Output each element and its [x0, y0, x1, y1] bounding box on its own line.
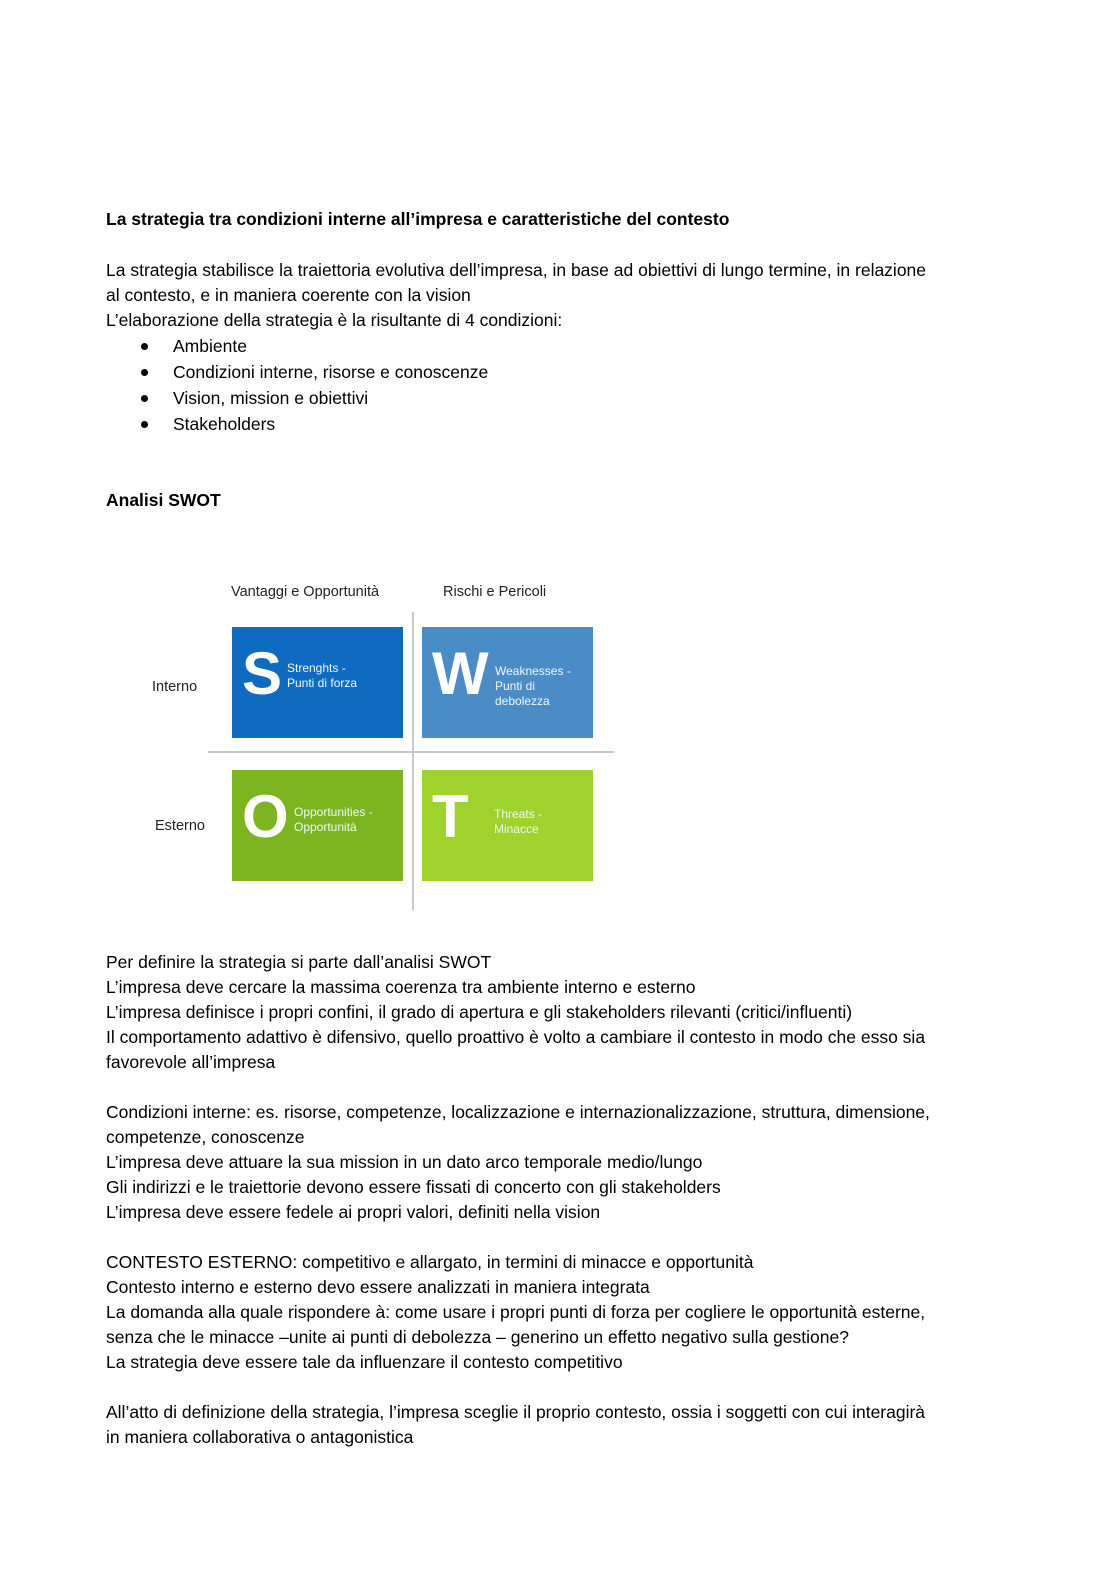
swot-caption-strengths: Strenghts - Punti di forza: [287, 661, 358, 690]
swot-col-header-advantages: Vantaggi e Opportunità: [231, 584, 380, 600]
body-line: Gli indirizzi e le traiettorie devono essere fissati di concerto con gli stakeholders: [106, 1177, 721, 1197]
swot-caption-opportunities: Opportunities - Opportunità: [294, 805, 373, 834]
body-line: Contesto interno e esterno devo essere analizzati in maniera integrata: [106, 1277, 650, 1297]
body-line: All’atto di definizione della strategia, l’impresa sceglie il proprio contesto, ossia i soggetti con cui interagirà: [106, 1402, 926, 1422]
body-line: in maniera collaborativa o antagonistica: [106, 1427, 414, 1447]
swot-row-header-internal: Interno: [152, 679, 198, 695]
section-heading-swot: Analisi SWOT: [106, 490, 221, 510]
swot-caption-weaknesses: Weaknesses - Punti di debolezza: [495, 664, 571, 708]
swot-caption-threats: Threats - Minacce: [494, 807, 543, 836]
body-line: favorevole all’impresa: [106, 1052, 276, 1072]
body-line: L’impresa deve attuare la sua mission in un dato arco temporale medio/lungo: [106, 1152, 703, 1172]
body-line: L’impresa deve essere fedele ai propri valori, definiti nella vision: [106, 1202, 601, 1222]
bullet-icon: [141, 395, 148, 402]
paragraph-line: al contesto, e in maniera coerente con la vision: [106, 285, 471, 305]
swot-box-threats: [422, 770, 593, 881]
swot-horizontal-divider: [208, 751, 614, 753]
swot-vertical-divider: [412, 612, 414, 910]
swot-box-weaknesses: [422, 627, 593, 738]
swot-letter-t: T: [432, 783, 469, 850]
swot-col-header-risks: Rischi e Pericoli: [443, 584, 547, 600]
bullet-item: Stakeholders: [173, 414, 276, 434]
body-line: Condizioni interne: es. risorse, competenze, localizzazione e internazionalizzazione, struttura, dimensione,: [106, 1102, 930, 1122]
bullet-item: Condizioni interne, risorse e conoscenze: [173, 362, 489, 382]
body-line: La strategia deve essere tale da influenzare il contesto competitivo: [106, 1352, 623, 1372]
bullet-icon: [141, 343, 148, 350]
swot-row-header-external: Esterno: [155, 818, 205, 834]
body-line: senza che le minacce –unite ai punti di debolezza – generino un effetto negativo sulla gestione?: [106, 1327, 849, 1347]
swot-box-strengths: [232, 627, 403, 738]
swot-letter-s: S: [242, 640, 283, 707]
body-line: L’impresa deve cercare la massima coerenza tra ambiente interno e esterno: [106, 977, 696, 997]
paragraph-line: La strategia stabilisce la traiettoria evolutiva dell’impresa, in base ad obiettivi di lungo termine, in relazione: [106, 260, 927, 280]
bullet-item: Ambiente: [173, 336, 247, 356]
bullet-icon: [141, 369, 148, 376]
body-line: Il comportamento adattivo è difensivo, quello proattivo è volto a cambiare il contesto in modo che esso sia: [106, 1027, 926, 1047]
swot-letter-w: W: [432, 640, 489, 707]
body-line: Per definire la strategia si parte dall’analisi SWOT: [106, 952, 492, 972]
swot-letter-o: O: [242, 783, 289, 850]
body-line: competenze, conoscenze: [106, 1127, 305, 1147]
section-heading-strategy: La strategia tra condizioni interne all’impresa e caratteristiche del contesto: [106, 209, 730, 229]
bullet-item: Vision, mission e obiettivi: [173, 388, 369, 408]
paragraph-line: L’elaborazione della strategia è la risultante di 4 condizioni:: [106, 310, 563, 330]
body-line: CONTESTO ESTERNO: competitivo e allargato, in termini di minacce e opportunità: [106, 1252, 754, 1272]
swot-box-opportunities: [232, 770, 403, 881]
bullet-icon: [141, 421, 148, 428]
body-line: La domanda alla quale rispondere à: come usare i propri punti di forza per cogliere le opportunità esterne,: [106, 1302, 926, 1322]
body-line: L’impresa definisce i propri confini, il grado di apertura e gli stakeholders rilevanti (critici/influenti): [106, 1002, 853, 1022]
